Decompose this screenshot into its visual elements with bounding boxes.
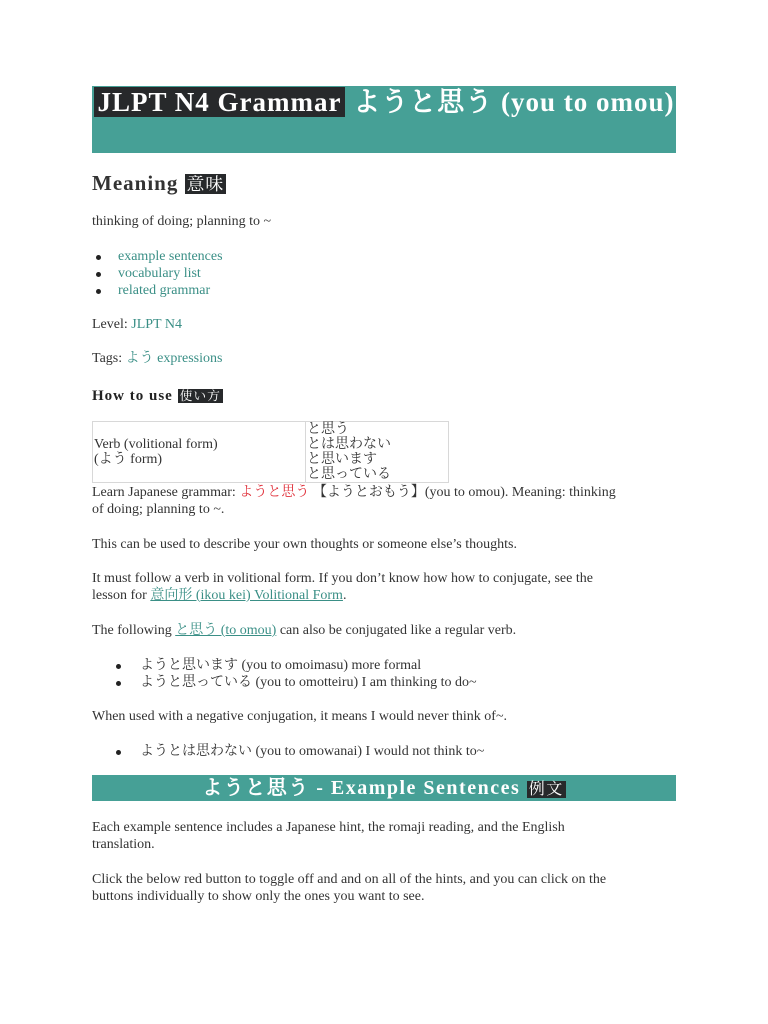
learn-prefix: Learn Japanese grammar: (92, 485, 240, 500)
tag-expressions[interactable]: expressions (157, 351, 223, 366)
conjugation-list (92, 657, 676, 691)
each-paragraph (92, 819, 676, 853)
learn-line1-rest: (you to omou). Meaning: thinking (424, 485, 616, 500)
how-to-use-heading (92, 385, 223, 405)
usage-table (92, 421, 449, 483)
list-item[interactable] (92, 248, 676, 265)
quick-links-list (92, 248, 676, 299)
usage-verb-line: Verb (volitional form) (94, 437, 218, 452)
negative-list (92, 743, 676, 760)
tag-you[interactable]: よう (125, 351, 154, 366)
each-line2: translation. (92, 837, 155, 852)
click-line2: buttons individually to show only the ones you want to see. (92, 889, 425, 904)
learn-reading: 【ようとおもう】 (309, 485, 425, 500)
learn-paragraph (92, 484, 676, 518)
list-item: ようと思っている (you to omotteiru) I am thinking to do~ (92, 674, 676, 691)
usage-ending: とは思わない (307, 437, 391, 452)
click-line1: Click the below red button to toggle off and and on all of the hints, and you can click on the (92, 872, 607, 887)
usage-ending: と思います (307, 452, 377, 467)
negative-paragraph: When used with a negative conjugation, it means I would never think of~. (92, 709, 508, 724)
follow-paragraph (92, 570, 676, 604)
learn-line2: of doing; planning to ~. (92, 502, 225, 517)
each-line1: Each example sentence includes a Japanese hint, the romaji reading, and the English (92, 820, 565, 835)
page-title-rest: ようと思う (you to omou) (345, 87, 675, 117)
how-to-use-heading-text: How to use (92, 388, 173, 404)
describe-paragraph: This can be used to describe your own thoughts or someone else’s thoughts. (92, 537, 517, 552)
follow-line2-suffix: . (342, 588, 347, 603)
link-related-grammar[interactable]: related grammar (118, 283, 211, 298)
follow-line2-prefix: lesson for (92, 588, 151, 603)
level-label: Level: (92, 317, 132, 332)
following-suffix: can also be conjugated like a regular verb. (276, 623, 517, 638)
tags-line (92, 350, 222, 367)
link-example-sentences[interactable]: example sentences (118, 249, 223, 264)
following-prefix: The following (92, 623, 176, 638)
meaning-heading (92, 170, 226, 196)
usage-ending: と思う (307, 422, 349, 437)
list-item[interactable] (92, 282, 676, 299)
list-item[interactable] (92, 265, 676, 282)
list-item: ようと思います (you to omoimasu) more formal (92, 657, 676, 674)
volitional-form-link[interactable]: 意向形 (ikou kei) Volitional Form (150, 588, 343, 603)
following-paragraph (92, 622, 516, 639)
click-paragraph (92, 871, 682, 905)
follow-line1: It must follow a verb in volitional form. If you don’t know how how to conjugate, see the (92, 571, 593, 586)
tags-label: Tags: (92, 351, 126, 366)
meaning-text: thinking of doing; planning to ~ (92, 214, 272, 229)
example-heading-text: ようと思う - Example Sentences (202, 777, 521, 799)
level-line (92, 316, 182, 333)
example-kanji-badge: 例文 (528, 781, 564, 798)
learn-grammar: ようと思う (239, 485, 310, 500)
usage-verb-form: (よう form) (94, 452, 163, 467)
level-link[interactable]: JLPT N4 (131, 317, 182, 332)
usage-table-verb-cell (93, 422, 306, 483)
how-to-use-kanji-badge: 使い方 (179, 389, 221, 403)
usage-ending: と思っている (307, 467, 391, 482)
link-vocabulary-list[interactable]: vocabulary list (118, 266, 201, 281)
page-title-highlight: JLPT N4 Grammar (94, 87, 346, 117)
usage-table-endings-cell (306, 422, 449, 483)
meaning-heading-text: Meaning (92, 171, 179, 195)
page-title (92, 86, 676, 153)
meaning-kanji-badge: 意味 (186, 174, 225, 194)
to-omou-link[interactable]: と思う (to omou) (175, 623, 277, 638)
example-sentences-heading (92, 775, 676, 801)
list-item: ようとは思わない (you to omowanai) I would not think to~ (92, 743, 676, 760)
